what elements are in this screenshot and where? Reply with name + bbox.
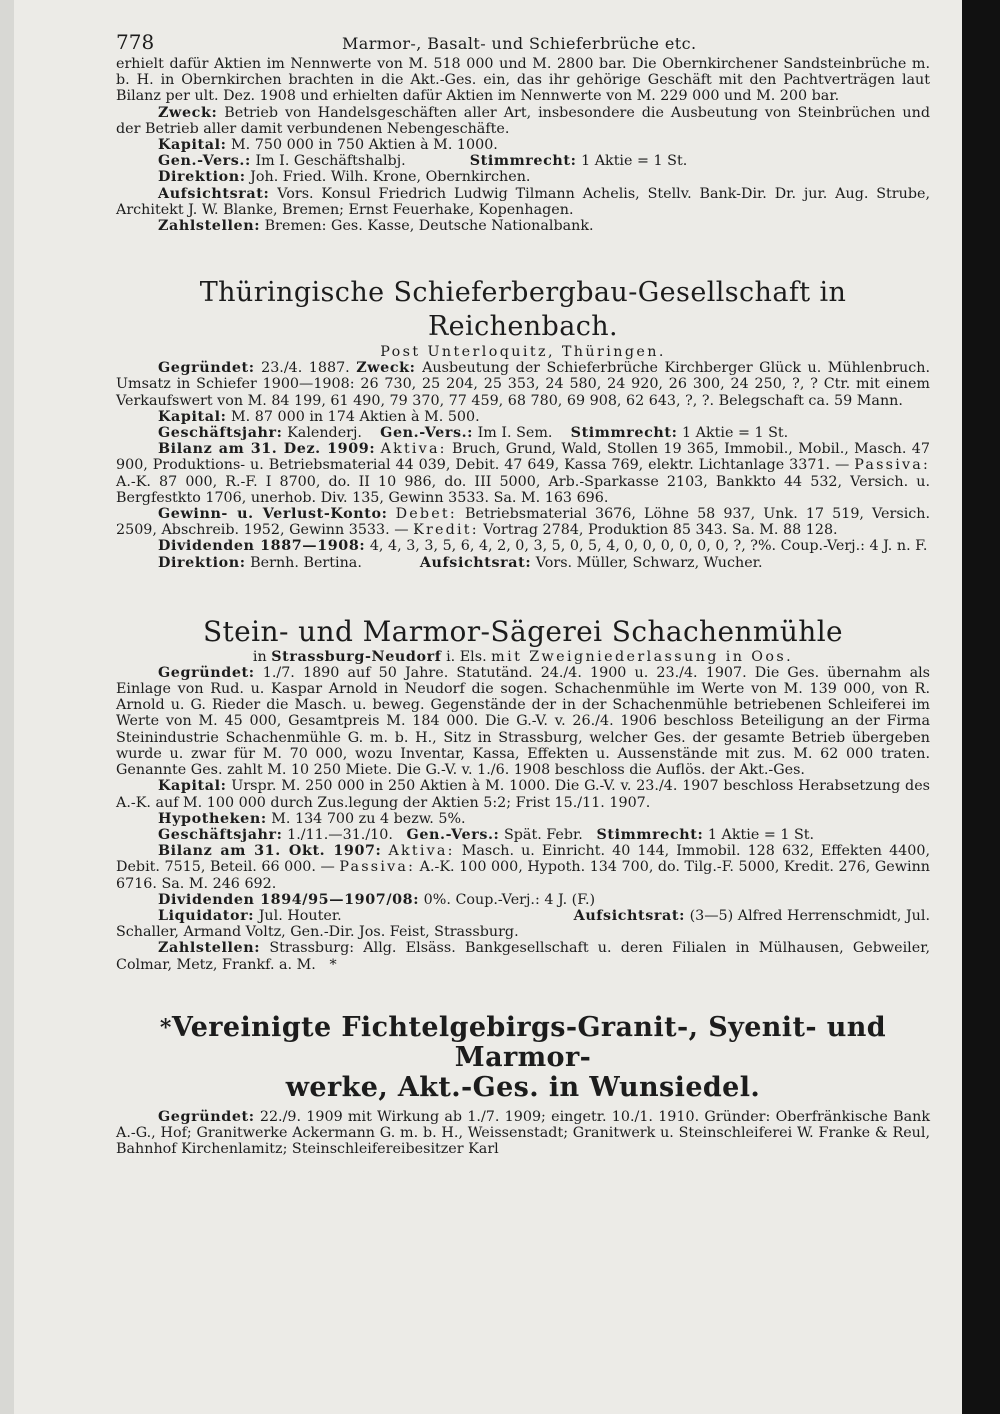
kredit-text: Vortrag 2784, Produktion 85 343. Sa. M. 88 128. xyxy=(483,522,838,539)
gegruendet-label: Gegründet: xyxy=(158,664,255,681)
zweck-label: Zweck: xyxy=(158,104,218,121)
zweck-paragraph xyxy=(116,105,930,137)
aktiva-label: Aktiva: xyxy=(380,441,447,458)
gegruendet-text: 22./9. 1909 mit Wirkung ab 1./7. 1909; eingetr. 10./1. 1910. Gründer: Oberfränkische Bank A.-G., Hof; Granitwerke Ackermann G. m. b. H., Weissenstadt; Granitwerk u. Steinschleiferei W. Franke & Reul, Bahnhof Kirchenlamitz; Steinschleifereibesitzer Karl xyxy=(116,1108,930,1158)
direktion-label: Direktion: xyxy=(158,169,246,186)
gegruendet-paragraph xyxy=(116,360,930,409)
entry-title: Thüringische Schieferbergbau-Gesellschaft in Reichenbach. xyxy=(199,277,847,343)
kapital-paragraph xyxy=(116,778,930,810)
genvers-text: Im I. Sem. xyxy=(477,425,553,442)
dividenden-label: Dividenden 1894/95—1907/08: xyxy=(158,891,420,908)
title-line-2: werke, Akt.-Ges. in Wunsiedel. xyxy=(285,1071,761,1103)
genvers-text: Im I. Geschäftshalbj. xyxy=(255,153,406,170)
title-star: * xyxy=(159,1014,172,1041)
dividenden-paragraph xyxy=(116,538,930,554)
aktiva-label: Aktiva: xyxy=(388,843,455,860)
zahlstellen-text: Bremen: Ges. Kasse, Deutsche Nationalbank. xyxy=(264,218,594,235)
kapital-text: M. 87 000 in 174 Aktien à M. 500. xyxy=(231,408,480,425)
gegruendet-paragraph xyxy=(116,1109,930,1158)
zweck-text: Betrieb von Handelsgeschäften aller Art, insbesondere die Ausbeutung von Steinbrüchen und der Betrieb aller damit verbundenen Nebengeschäfte. xyxy=(116,104,930,137)
location-in: in xyxy=(252,648,267,665)
hypotheken-label: Hypotheken: xyxy=(158,810,267,827)
aufsichtsrat-text-a: (3—5) Alfred Herrenschmidt, xyxy=(689,907,902,924)
kapital-paragraph xyxy=(116,137,930,153)
page-number: 778 xyxy=(116,30,155,54)
entry-schachenmuehle xyxy=(116,615,930,973)
zweck-text: Ausbeutung der Schieferbrüche Kirchberger Glück u. Mühlenbruch. Umsatz in Schiefer 1900—1908: 26 730, 25 204, 25 353, 24 580, 24 920, 26 300, 24 250, ?, ? Ctr. mit einem Verkaufswert von M. 84 199, 61 490, 79 370, 77 459, 68 780, 69 908, 62 643, ?, ?. Belegschaft ca. 59 Mann. xyxy=(116,360,931,409)
geschaeftsjahr-text: 1./11.—31./10. xyxy=(287,826,393,843)
geschaeftsjahr-paragraph xyxy=(116,827,930,843)
dividenden-text: 4, 4, 3, 3, 5, 6, 4, 2, 0, 3, 5, 0, 5, 4, 0, 0, 0, 0, 0, 0, ?, ?%. Coup.-Verj.: 4 J. n. F. xyxy=(369,538,928,555)
kapital-text: M. 750 000 in 750 Aktien à M. 1000. xyxy=(231,137,498,154)
direktion-label: Direktion: xyxy=(158,554,246,571)
aufsichtsrat-label: Aufsichtsrat: xyxy=(419,554,532,571)
location-branch: mit Zweigniederlassung in Oos. xyxy=(491,648,794,665)
genvers-text: Spät. Febr. xyxy=(503,826,583,843)
page-edge-left xyxy=(0,0,14,1414)
gegruendet-paragraph xyxy=(116,665,930,778)
zahlstellen-label: Zahlstellen: xyxy=(158,218,261,235)
aktiva-text: Masch. u. Einricht. 40 144, Immobil. 128 632, Effekten 4400, Debit. 7515, Beteil. 66 000. xyxy=(116,843,930,876)
genvers-label: Gen.-Vers.: xyxy=(158,153,251,170)
location-rest: i. Els. xyxy=(446,648,487,665)
stimmrecht-label: Stimmrecht: xyxy=(596,826,704,843)
entry-post-address: Post Unterloquitz, Thüringen. xyxy=(380,344,666,361)
geschaeftsjahr-label: Geschäftsjahr: xyxy=(158,826,283,843)
aufsichtsrat-label: Aufsichtsrat: xyxy=(158,185,270,202)
guv-paragraph: Gewinn- u. Verlust-Konto: Debet: Betriebsmaterial 3676, Löhne 58 937, Unk. 17 519, Versich. 2509, Abschreib. 1952, Gewinn 3533. — Kredit: Vortrag 2784, Produktion 85 343. Sa. M. 88 128. xyxy=(116,506,931,539)
page-content xyxy=(116,26,930,1157)
running-head xyxy=(116,26,930,56)
dividenden-label: Dividenden 1887—1908: xyxy=(158,538,366,555)
entry-continuation xyxy=(116,56,930,234)
aufsichtsrat-text: Vors. Konsul Friedrich Ludwig Tilmann Achelis, Stellv. Bank-Dir. Dr. jur. Aug. Strube, Architekt J. W. Blanke, Bremen; Ernst Feuerhake, Kopenhagen. xyxy=(116,185,931,218)
zahlstellen-label: Zahlstellen: xyxy=(158,940,261,957)
direktion-paragraph xyxy=(116,169,930,185)
genvers-label: Gen.-Vers.: xyxy=(406,826,500,843)
bilanz-label: Bilanz am 31. Okt. 1907: xyxy=(158,843,382,860)
kapital-label: Kapital: xyxy=(158,778,227,795)
aufsichtsrat-text: Vors. Müller, Schwarz, Wucher. xyxy=(535,554,763,571)
liquidator-label: Liquidator: xyxy=(158,907,255,924)
entry-location xyxy=(116,649,930,665)
kapital-label: Kapital: xyxy=(158,137,227,154)
aufsichtsrat-text-b: Jul. Schaller, Armand Voltz, Gen.-Dir. Jos. Feist, Strassburg. xyxy=(116,907,931,941)
aufsichtsrat-paragraph xyxy=(116,186,930,218)
zahlstellen-text: Strassburg: Allg. Elsäss. Bankgesellschaft u. deren Filialen in Mülhausen, Gebweiler, Colmar, Metz, Frankf. a. M. xyxy=(116,940,930,973)
genvers-paragraph xyxy=(116,153,930,169)
zweck-label: Zweck: xyxy=(356,360,416,377)
stimmrecht-text: 1 Aktie = 1 St. xyxy=(707,826,815,843)
hypotheken-paragraph xyxy=(116,811,930,827)
kredit-label: Kredit: xyxy=(413,522,479,539)
gegruendet-label: Gegründet: xyxy=(158,1108,255,1125)
guv-label: Gewinn- u. Verlust-Konto: xyxy=(158,506,388,523)
location-place: Strassburg-Neudorf xyxy=(271,648,442,665)
zahlstellen-paragraph xyxy=(116,940,930,972)
stimmrecht-label: Stimmrecht: xyxy=(570,425,678,442)
aktiva-text: Bruch, Grund, Wald, Stollen 19 365, Immobil., Mobil., Masch. 47 900, Produktions- u. Betriebsmaterial 44 039, Debit. 47 649, Kassa 769, elektr. Lichtanlage 3371. xyxy=(116,441,930,474)
direktion-text: Joh. Fried. Wilh. Krone, Obernkirchen. xyxy=(250,169,531,186)
bilanz-paragraph: Bilanz am 31. Okt. 1907: Aktiva: Masch. u. Einricht. 40 144, Immobil. 128 632, Effekten 4400, Debit. 7515, Beteil. 66 000. — Passiva: A.-K. 100 000, Hypoth. 134 700, do. Tilg.-F. 5000, Kredit. 276, Gewinn 6716. Sa. M. 246 692. xyxy=(116,843,930,892)
direktion-paragraph xyxy=(158,555,930,571)
genvers-label: Gen.-Vers.: xyxy=(380,425,474,442)
direktion-aufsichtsrat-row xyxy=(116,555,930,571)
kapital-paragraph xyxy=(116,409,930,425)
entry-title: Stein- und Marmor-Sägerei Schachenmühle xyxy=(202,614,844,648)
bilanz-label: Bilanz am 31. Dez. 1909: xyxy=(158,441,376,458)
stimmrecht-text: 1 Aktie = 1 St. xyxy=(581,153,688,170)
end-mark: * xyxy=(329,956,337,973)
debet-label: Debet: xyxy=(395,506,457,523)
debet-text: Betriebsmaterial 3676, Löhne 58 937, Unk. 17 519, Versich. 2509, Abschreib. 1952, Gewinn 3533. xyxy=(116,506,931,539)
bilanz-paragraph: Bilanz am 31. Dez. 1909: Aktiva: Bruch, Grund, Wald, Stollen 19 365, Immobil., Mobil., Masch. 47 900, Produktions- u. Betriebsmaterial 44 039, Debit. 47 649, Kassa 769, elektr. Lichtanlage 3371. — Passiva: A.-K. 87 000, R.-F. I 8700, do. II 10 986, do. III 5000, Arb.-Sparkasse 2103, Bankkto 44 532, Versich. u. Bergfestkto 1706, unerhob. Div. 135, Gewinn 3533. Sa. M. 163 696. xyxy=(116,441,930,506)
stimmrecht-label: Stimmrecht: xyxy=(469,153,577,170)
zahlstellen-paragraph xyxy=(116,218,930,234)
dividenden-text: 0%. Coup.-Verj.: 4 J. (F.) xyxy=(423,891,596,908)
entry-fichtelgebirge xyxy=(116,1013,930,1158)
passiva-label: Passiva: xyxy=(339,859,416,876)
dividenden-paragraph xyxy=(116,892,930,908)
running-title: Marmor-, Basalt- und Schieferbrüche etc. xyxy=(342,34,697,53)
stimmrecht-text: 1 Aktie = 1 St. xyxy=(682,425,789,442)
liquidator-text: Jul. Houter. xyxy=(258,907,342,924)
title-line-1: Vereinigte Fichtelgebirgs-Granit-, Syenit- und Marmor- xyxy=(171,1011,887,1073)
entry-thueringen xyxy=(116,276,930,571)
geschaeftsjahr-text: Kalenderj. xyxy=(287,425,362,442)
direktion-text: Bernh. Bertina. xyxy=(250,554,362,571)
hypotheken-text: M. 134 700 zu 4 bezw. 5%. xyxy=(271,810,466,827)
gegruendet-text: 1./7. 1890 auf 50 Jahre. Statutänd. 24./4. 1900 u. 23./4. 1907. Die Ges. übernahm als Einlage von Rud. u. Kaspar Arnold in Neudorf die sogen. Schachenmühle im Werte von M. 139 000, von R. Arnold u. G. Rieder die Masch. u. beweg. Gegenstände der in der Schachenmühle betriebenen Schleiferei im Werte von M. 45 000, Gesamtpreis M. 184 000. Die G.-V. v. 26./4. 1906 beschloss Beteiligung an der Firma Steinindustrie Schachenmühle G. m. b. H., Sitz in Strassburg, welcher Ges. der gesamte Betrieb übergeben wurde u. zwar für M. 70 000, wozu Inventar, Kassa, Effekten u. Aussenstände mit zus. M. 62 000 traten. Genannte Ges. zahlt M. 10 250 Miete. Die G.-V. v. 1./6. 1908 beschloss die Auflös. der Akt.-Ges. xyxy=(116,664,930,779)
continuation-text: erhielt dafür Aktien im Nennwerte von M. 518 000 und M. 2800 bar. Die Obernkirchener Sandsteinbrüche m. b. H. in Obernkirchen brachten in die Akt.-Ges. ein, das ihr gehörige Geschäft mit den Pachtverträgen laut Bilanz per ult. Dez. 1908 und erhielten dafür Aktien im Nennwerte von M. 229 000 und M. 200 bar. xyxy=(116,56,930,105)
liquidator-paragraph xyxy=(116,908,930,940)
gegruendet-text: 23./4. 1887. xyxy=(261,360,350,377)
passiva-text: A.-K. 100 000, Hypoth. 134 700, do. Tilg.-F. 5000, Kredit. 276, Gewinn 6716. Sa. M. 246 692. xyxy=(116,859,930,892)
entry-title xyxy=(116,1013,930,1103)
passiva-text: A.-K. 87 000, R.-F. I 8700, do. II 10 986, do. III 5000, Arb.-Sparkasse 2103, Bankkto 44 532, Versich. u. Bergfestkto 1706, unerhob. Div. 135, Gewinn 3533. Sa. M. 163 696. xyxy=(116,473,930,506)
geschaeftsjahr-label: Geschäftsjahr: xyxy=(158,425,283,442)
page-edge-right xyxy=(962,0,1000,1414)
aufsichtsrat-label: Aufsichtsrat: xyxy=(573,907,685,924)
kapital-text: Urspr. M. 250 000 in 250 Aktien à M. 1000. Die G.-V. v. 23./4. 1907 beschloss Herabsetzung des A.-K. auf M. 100 000 durch Zus.legung der Aktien 5:2; Frist 15./11. 1907. xyxy=(116,778,931,811)
kapital-label: Kapital: xyxy=(158,408,227,425)
passiva-label: Passiva: xyxy=(854,457,930,474)
geschaeftsjahr-paragraph xyxy=(116,425,930,441)
gegruendet-label: Gegründet: xyxy=(158,360,255,377)
